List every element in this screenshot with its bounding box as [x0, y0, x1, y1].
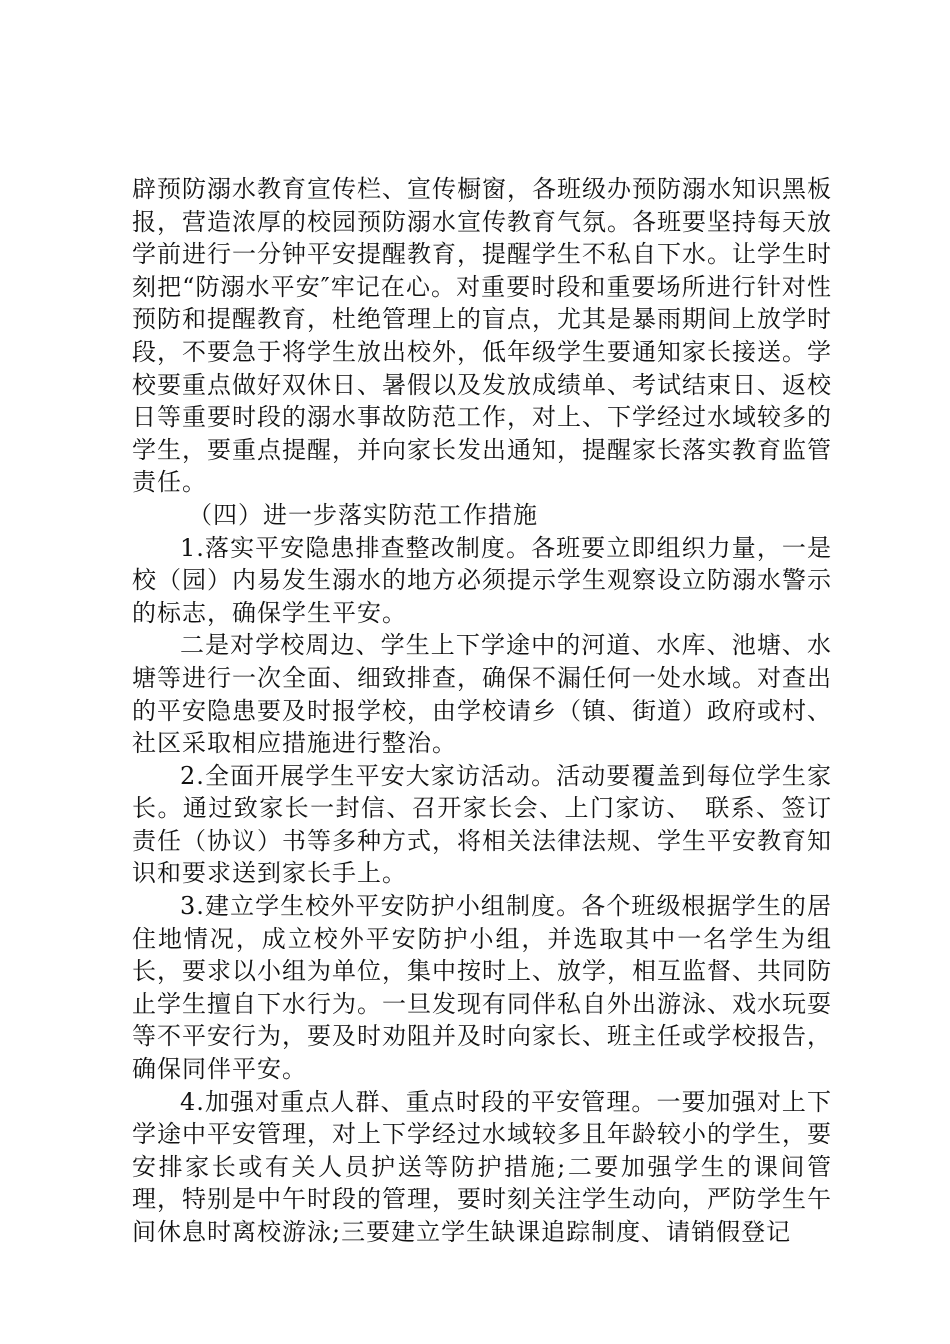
paragraph-item-1-second: 二是对学校周边、学生上下学途中的河道、水库、池塘、水塘等进行一次全面、细致排查，确保不漏任何一处水域。对查出的平安隐患要及时报学校，由学校请乡（镇、街道）政府或村、社区采取相应措施进行整治。 — [132, 631, 832, 758]
paragraph-item-1: 1.落实平安隐患排查整改制度。各班要立即组织力量，一是校（园）内易发生溺水的地方必须提示学生观察设立防溺水警示的标志，确保学生平安。 — [132, 533, 832, 627]
paragraph-item-2: 2.全面开展学生平安大家访活动。活动要覆盖到每位学生家长。通过致家长一封信、召开家长会、上门家访、 联系、签订责任（协议）书等多种方式，将相关法律法规、学生平安教育知识和要求送到家长手上。 — [132, 761, 832, 888]
paragraph-awareness-education: 辟预防溺水教育宣传栏、宣传橱窗，各班级办预防溺水知识黑板报，营造浓厚的校园预防溺水宣传教育气氛。各班要坚持每天放学前进行一分钟平安提醒教育，提醒学生不私自下水。让学生时刻把“防溺水平安″牢记在心。对重要时段和重要场所进行针对性预防和提醒教育，杜绝管理上的盲点，尤其是暴雨期间上放学时段，不要急于将学生放出校外，低年级学生要通知家长接送。学校要重点做好双休日、暑假以及发放成绩单、考试结束日、返校日等重要时段的溺水事故防范工作，对上、下学经过水域较多的学生，要重点提醒，并向家长发出通知，提醒家长落实教育监管责任。 — [132, 175, 832, 497]
section-heading-4: （四）进一步落实防范工作措施 — [188, 500, 538, 529]
paragraph-item-3: 3.建立学生校外平安防护小组制度。各个班级根据学生的居住地情况，成立校外平安防护小组，并选取其中一名学生为组长，要求以小组为单位，集中按时上、放学，相互监督、共同防止学生擅自下水行为。一旦发现有同伴私自外出游泳、戏水玩耍等不平安行为，要及时劝阻并及时向家长、班主任或学校报告，确保同伴平安。 — [132, 892, 832, 1084]
document-body — [132, 173, 832, 1249]
paragraph-item-4: 4.加强对重点人群、重点时段的平安管理。一要加强对上下学途中平安管理，对上下学经过水域较多且年龄较小的学生，要安排家长或有关人员护送等防护措施;二要加强学生的课间管理，特别是中午时段的管理，要时刻关注学生动向，严防学生午间休息时离校游泳;三要建立学生缺课追踪制度、请销假登记 — [132, 1087, 832, 1246]
